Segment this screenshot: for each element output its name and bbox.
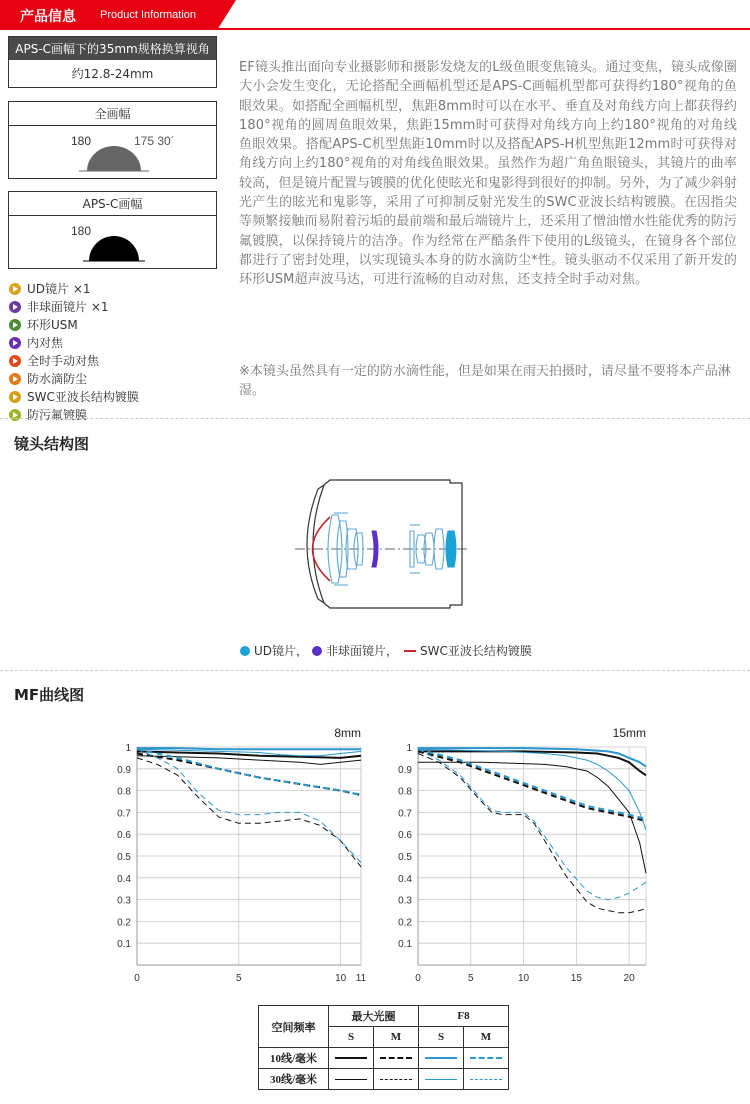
feature-item — [9, 370, 139, 388]
y-tick-label: 0.7 — [117, 808, 131, 820]
y-tick-label: 1 — [125, 743, 131, 754]
section-header — [0, 0, 750, 30]
full-frame-box — [8, 101, 217, 179]
ud-dot-icon — [240, 646, 250, 656]
swc-line-icon — [404, 650, 416, 652]
chart-title: 15mm — [612, 726, 646, 740]
product-description: EF镜头推出面向专业摄影师和摄影发烧友的L级鱼眼变焦镜头。通过变焦，镜头成像圈大小会发生变化，无论搭配全画幅机型还是APS-C画幅机型都可获得约180°视角的鱼眼效果。如搭配全画幅机型，焦距8mm时可以在水平、垂直及对角线方向上都获得约180°视角的圆周鱼眼效果，焦距15mm时可获得对角线方向上约180°视角的对角线鱼眼效果。搭配APS-C机型焦距10mm时以及搭配APS-H机型焦距12mm时可获得对角线方向上约180°视角的对角线鱼眼效果。虽然作为超广角鱼眼镜头，其镜片的曲率较高，但是镜片配置与镀膜的优化使眩光和鬼影得到很好的抑制。另外，为了减少斜射光产生的眩光和鬼影等，采用了可抑制反射光发生的SWC亚波长结构镀膜。在因指尖等频繁接触而易附着污垢的最前端和最后端镜片上，还采用了憎油憎水性能优秀的防污氟镀膜，以保持镜片的洁净。作为经常在严酷条件下使用的L级镜头，在镜身各个部位都进行了密封处理，以实现镜头本身的防水滴防尘*性。镜头驱动不仅采用了新开发的环形USM超声波马达，可进行流畅的自动对焦，还支持全时手动对焦。 — [239, 60, 737, 288]
weather-note: ※本镜头虽然具有一定的防水滴性能，但是如果在雨天拍摄时，请尽量不要将本产品淋湿。 — [239, 364, 731, 399]
angle-of-view-box — [8, 36, 217, 88]
play-bullet-icon — [9, 373, 21, 385]
header-underline — [210, 28, 750, 30]
section-divider — [0, 418, 750, 419]
feature-item — [9, 406, 139, 424]
series-line-f8-30-M — [137, 749, 361, 862]
feature-item — [9, 334, 139, 352]
sagittal-label: S — [329, 1027, 374, 1048]
x-tick-label: 15 — [570, 973, 582, 984]
structure-legend — [240, 642, 532, 659]
x-tick-label: 20 — [623, 973, 635, 984]
angle-box-title: APS-C画幅下的35mm规格换算视角 — [9, 37, 216, 61]
y-tick-label: 0.8 — [398, 786, 412, 798]
feature-item — [9, 388, 139, 406]
ud-lens — [446, 531, 456, 567]
mtf-legend-table — [258, 1005, 509, 1090]
y-tick-label: 0.2 — [398, 917, 412, 929]
swatch-max-10-m — [374, 1048, 419, 1069]
series-line-max-30-M — [418, 754, 646, 913]
series-line-max-10-S — [418, 751, 646, 775]
swatch-max-30-m — [374, 1069, 419, 1090]
feature-item — [9, 352, 139, 370]
feature-item — [9, 280, 139, 298]
aps-c-diagram — [9, 217, 216, 268]
feature-label: UD镜片 ×1 — [27, 282, 91, 296]
y-tick-label: 0.4 — [117, 873, 131, 885]
y-tick-label: 0.1 — [398, 939, 412, 951]
mf-title: MF曲线图 — [14, 686, 85, 704]
angle-box-value: 约12.8-24mm — [71, 67, 154, 81]
meridional-label: M — [464, 1027, 509, 1048]
y-tick-label: 0.1 — [117, 939, 131, 951]
row-30-label: 30线/毫米 — [259, 1069, 329, 1090]
y-tick-label: 0.5 — [398, 852, 412, 863]
full-frame-left-label: 180 — [71, 134, 92, 148]
chart-title: 8mm — [334, 726, 361, 740]
play-bullet-icon — [9, 337, 21, 349]
meridional-label: M — [374, 1027, 419, 1048]
x-tick-label: 11 — [355, 973, 367, 984]
section-divider — [0, 670, 750, 671]
y-tick-label: 0.8 — [117, 786, 131, 798]
y-tick-label: 0.6 — [398, 830, 412, 842]
series-line-f8-30-S — [418, 749, 646, 830]
feature-label: SWC亚波长结构镀膜 — [27, 390, 139, 404]
swatch-f8-10-m — [464, 1048, 509, 1069]
x-tick-label: 5 — [467, 973, 474, 984]
aps-c-title: APS-C画幅 — [9, 192, 216, 216]
swatch-f8-10-s — [419, 1048, 464, 1069]
full-frame-title: 全画幅 — [9, 102, 216, 126]
play-bullet-icon — [9, 301, 21, 313]
aps-c-box — [8, 191, 217, 269]
y-tick-label: 1 — [406, 743, 412, 754]
y-tick-label: 0.3 — [117, 895, 131, 907]
mtf-chart-15mm — [398, 726, 646, 984]
y-tick-label: 0.3 — [398, 895, 412, 907]
structure-title: 镜头结构图 — [14, 435, 90, 453]
play-bullet-icon — [9, 355, 21, 367]
y-tick-label: 0.7 — [398, 808, 412, 820]
full-frame-right-label: 175 30´ — [134, 134, 175, 148]
legend-ud: UD镜片， — [254, 644, 309, 658]
f8-header: F8 — [419, 1006, 509, 1027]
y-tick-label: 0.9 — [117, 764, 131, 776]
y-tick-label: 0.6 — [117, 830, 131, 842]
feature-label: 防污氟镀膜 — [27, 408, 88, 422]
mtf-chart-8mm — [117, 726, 367, 984]
swatch-max-10-s — [329, 1048, 374, 1069]
y-tick-label: 0.5 — [117, 852, 131, 863]
feature-label: 防水滴防尘 — [27, 372, 88, 386]
feature-list — [9, 280, 139, 424]
mtf-charts — [0, 715, 750, 995]
x-tick-label: 0 — [134, 973, 140, 984]
header-subtitle: Product Information — [100, 9, 196, 21]
lens-structure-diagram — [290, 475, 470, 615]
series-line-f8-30-M — [418, 749, 646, 899]
play-bullet-icon — [9, 409, 21, 421]
sagittal-label: S — [419, 1027, 464, 1048]
x-tick-label: 10 — [335, 973, 347, 984]
row-10-label: 10线/毫米 — [259, 1048, 329, 1069]
feature-item — [9, 316, 139, 334]
full-frame-diagram — [9, 127, 216, 178]
swatch-max-30-s — [329, 1069, 374, 1090]
legend-swc: SWC亚波长结构镀膜 — [420, 644, 532, 658]
play-bullet-icon — [9, 283, 21, 295]
swatch-f8-30-s — [419, 1069, 464, 1090]
header-title: 产品信息 — [20, 9, 76, 25]
spatial-frequency-header: 空间频率 — [259, 1006, 329, 1048]
play-bullet-icon — [9, 319, 21, 331]
aps-c-left-label: 180 — [71, 224, 92, 238]
swatch-f8-30-m — [464, 1069, 509, 1090]
aps-c-fov-shape — [89, 236, 139, 261]
x-tick-label: 5 — [236, 973, 242, 984]
lens-barrel-outline — [307, 480, 462, 608]
play-bullet-icon — [9, 391, 21, 403]
feature-label: 环形USM — [27, 318, 78, 332]
feature-label: 非球面镜片 ×1 — [27, 300, 109, 314]
x-tick-label: 0 — [415, 973, 421, 984]
feature-label: 全时手动对焦 — [27, 354, 100, 368]
series-line-f8-10-S — [137, 748, 361, 749]
y-tick-label: 0.4 — [398, 873, 412, 885]
asph-dot-icon — [312, 646, 322, 656]
feature-item — [9, 298, 139, 316]
full-frame-fov-shape — [87, 146, 141, 171]
series-line-max-30-S — [418, 762, 646, 873]
feature-label: 内对焦 — [27, 336, 64, 350]
y-tick-label: 0.9 — [398, 764, 412, 776]
y-tick-label: 0.2 — [117, 917, 131, 929]
legend-asph: 非球面镜片， — [326, 644, 399, 658]
max-aperture-header: 最大光圈 — [329, 1006, 419, 1027]
x-tick-label: 10 — [517, 973, 530, 984]
